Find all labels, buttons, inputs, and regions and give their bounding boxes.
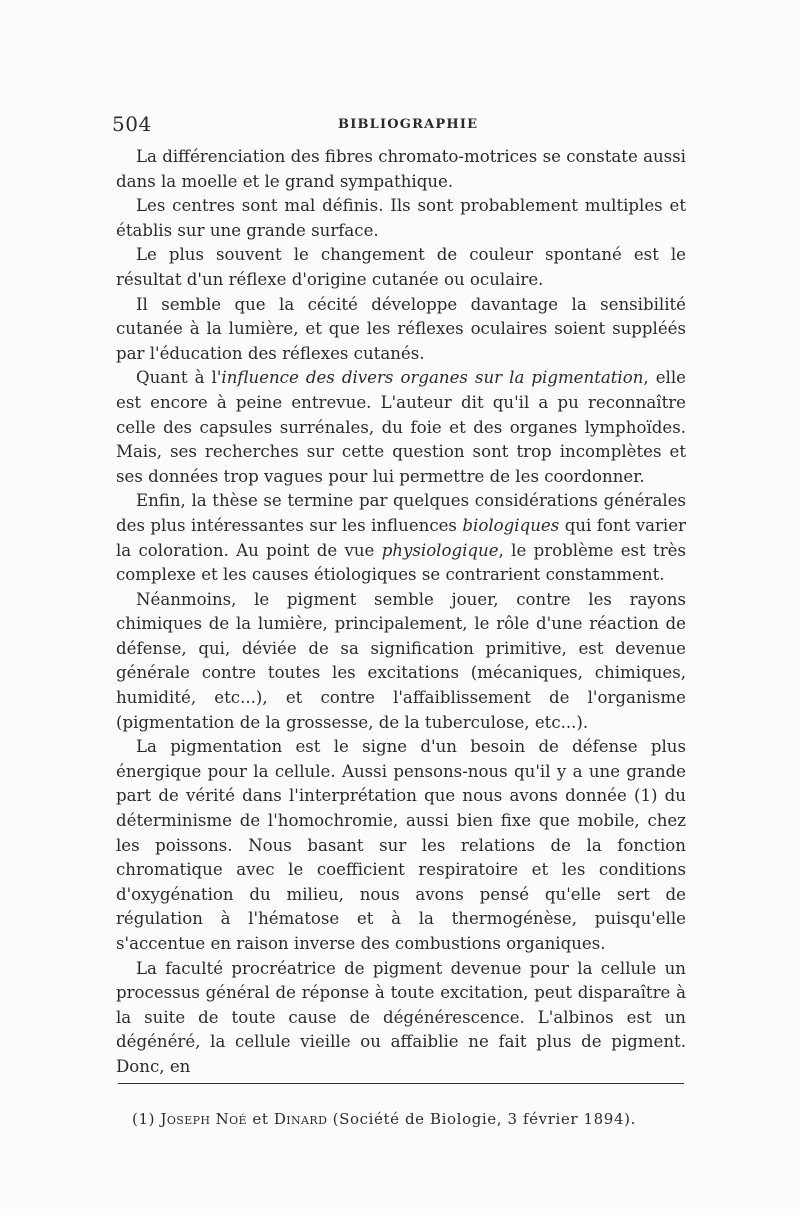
page-number: 504 — [112, 112, 152, 136]
running-title: BIBLIOGRAPHIE — [338, 117, 479, 132]
footnote — [132, 1110, 692, 1128]
paragraph: Il semble que la cécité développe davantage la sensibilité cutanée à la lumière, et que les réflexes oculaires soient suppléés par l'éducation des réflexes cutanés. — [116, 294, 686, 363]
footnote-author: Dinard — [273, 1110, 328, 1128]
body-text — [116, 145, 686, 1080]
paragraph: La pigmentation est le signe d'un besoin de défense plus énergique pour la cellule. Aussi pensons-nous qu'il y a une grande part de vérité dans l'interprétation que nous avons donnée (1) du déterminisme de l'homochromie, aussi bien fixe que mobile, chez les poissons. Nous basant sur les relations de la fonction chromatique avec le coefficient respiratoire et les conditions d'oxygénation du milieu, nous avons pensé qu'elle sert de régulation à l'hématose et à la thermogénèse, puisqu'elle s'accentue en raison inverse des combustions organiques. — [116, 737, 686, 953]
italic-phrase: physiologique — [381, 540, 499, 560]
footnote-citation: (Société de Biologie, 3 février 1894). — [332, 1110, 636, 1128]
footnote-conjunction: et — [252, 1110, 269, 1128]
italic-phrase: biologiques — [462, 515, 560, 535]
paragraph: La faculté procréatrice de pigment devenue pour la cellule un processus général de réponse à toute excitation, peut disparaître à la suite de toute cause de dégénérescence. L'albinos est un dégénéré, la cellule vieille ou affaiblie ne fait plus de pigment. Donc, en — [116, 958, 686, 1076]
page-header — [112, 112, 692, 142]
footnote-divider — [118, 1083, 684, 1084]
italic-phrase: influence des divers organes sur la pigmentation — [221, 368, 644, 388]
footnote-author: Joseph Noé — [160, 1110, 247, 1128]
paragraph: Le plus souvent le changement de couleur spontané est le résultat d'un réflexe d'origine cutanée ou oculaire. — [116, 245, 686, 289]
paragraph: Quant à l'influence des divers organes sur la pigmentation, elle est encore à peine entrevue. L'auteur dit qu'il a pu reconnaître celle des capsules surrénales, du foie et des organes lymphoïdes. Mais, ses recherches sur cette question sont trop incomplètes et ses données trop vagues pour lui permettre de les coordonner. — [116, 368, 686, 486]
paragraph: Les centres sont mal définis. Ils sont probablement multiples et établis sur une grande surface. — [116, 196, 686, 240]
paragraph: Néanmoins, le pigment semble jouer, contre les rayons chimiques de la lumière, principalement, le rôle d'une réaction de défense, qui, déviée de sa signification primitive, est devenue générale contre toutes les excitations (mécaniques, chimiques, humidité, etc...), et contre l'affaiblissement de l'organisme (pigmentation de la grossesse, de la tuberculose, etc...). — [116, 589, 686, 732]
paragraph: Enfin, la thèse se termine par quelques considérations générales des plus intéressantes sur les influences biologiques qui font varier la coloration. Au point de vue physiologique, le problème est très complexe et les causes étiologiques se contrarient constamment. — [116, 491, 686, 585]
paragraph: La différenciation des fibres chromato-motrices se constate aussi dans la moelle et le grand sympathique. — [116, 147, 686, 191]
footnote-marker: (1) — [132, 1110, 156, 1128]
